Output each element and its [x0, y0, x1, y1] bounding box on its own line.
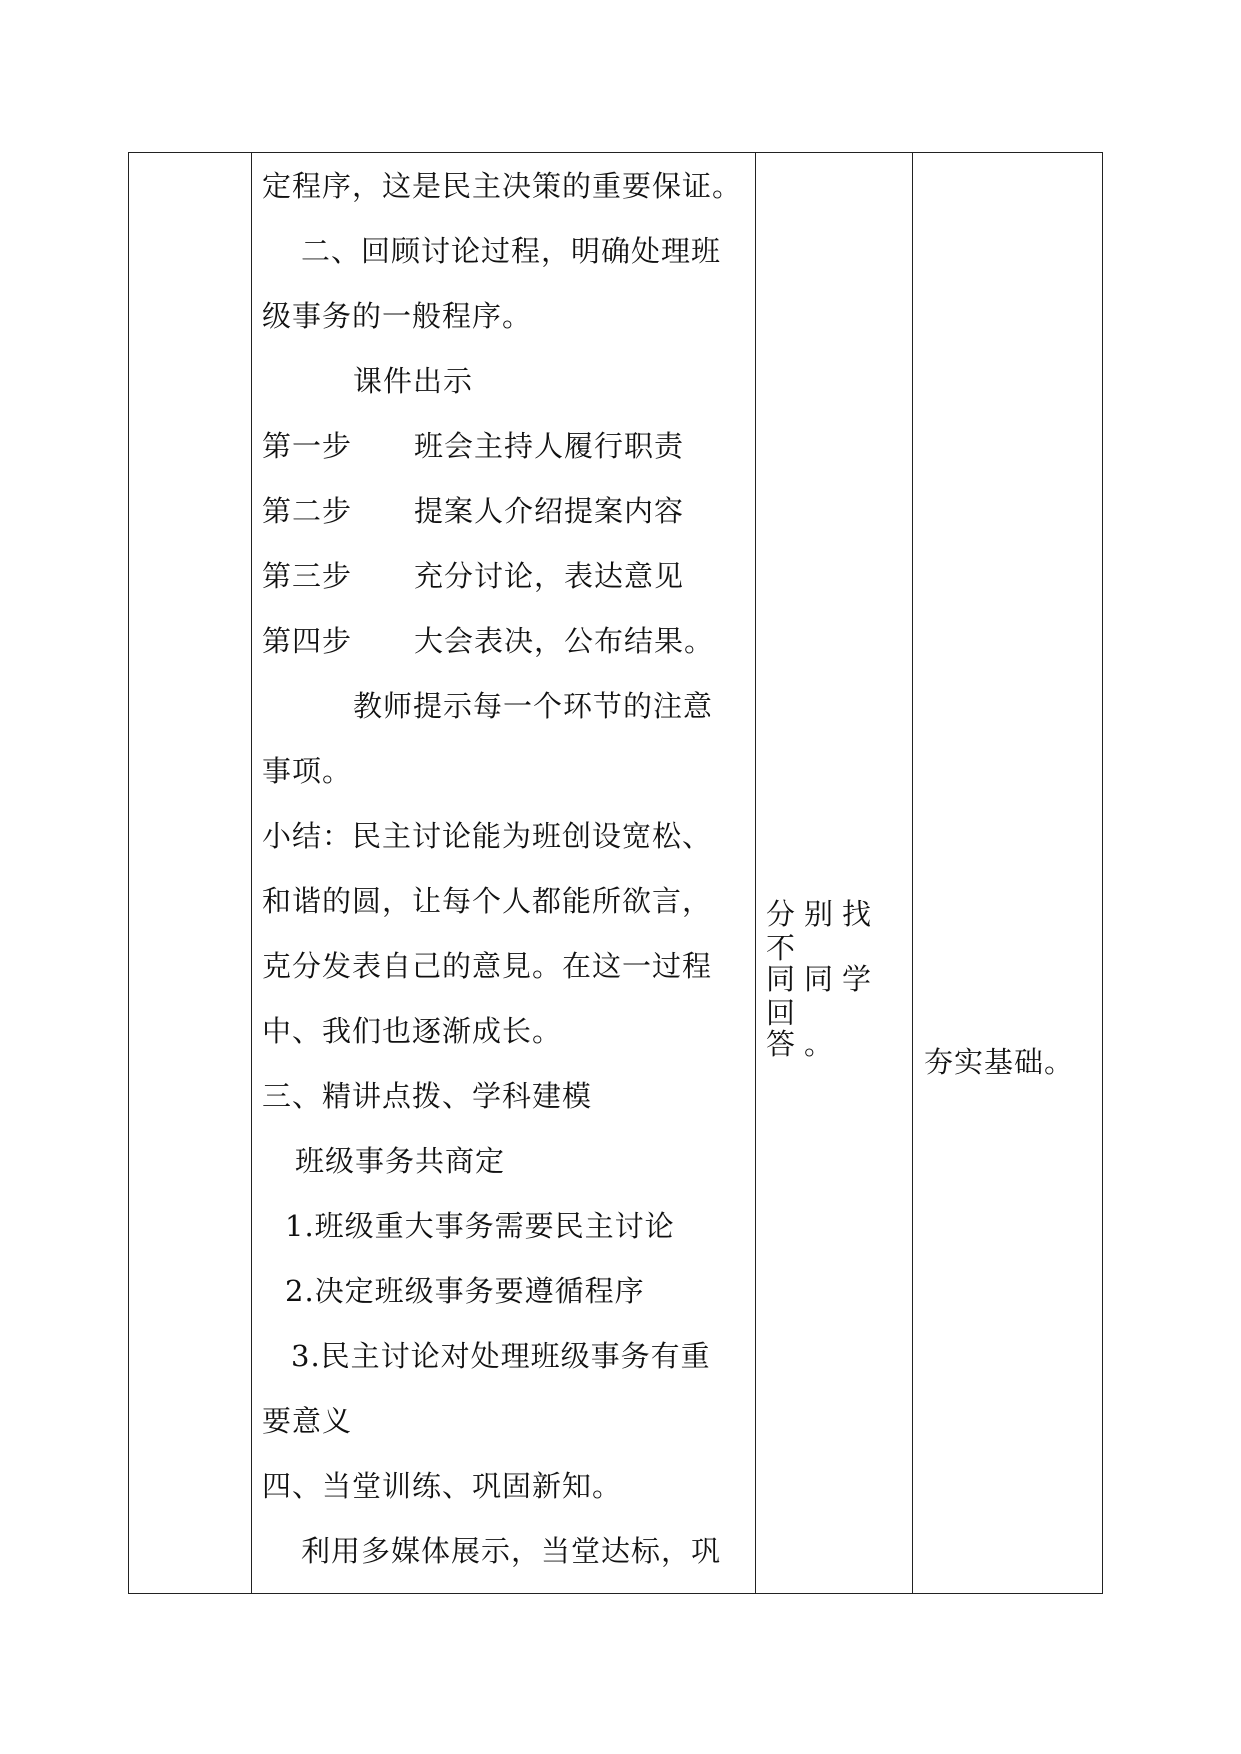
step-text: 班会主持人履行职责	[414, 429, 685, 463]
design-intent-cell	[914, 153, 1102, 1593]
step-label: 第一步	[262, 429, 353, 463]
column-divider	[912, 153, 913, 1593]
step-text: 大会表决，公布结果。	[414, 624, 715, 658]
summary-line: 小结：民主讨论能为班创设宽松、	[262, 819, 713, 853]
student-activity-line: 答。	[766, 1027, 843, 1061]
step-text: 充分讨论，表达意见	[414, 559, 685, 593]
step-label: 第四步	[262, 624, 353, 658]
design-intent-text: 夯实基础。	[924, 1045, 1075, 1079]
summary-line: 和谐的圆，让每个人都能所欲言，	[262, 884, 713, 918]
stage-cell	[129, 153, 251, 1593]
text-line: 教师提示每一个环节的注意	[353, 689, 714, 723]
teacher-activity-cell	[253, 153, 753, 1593]
student-activity-line: 分别找不	[766, 897, 881, 965]
student-activity-line: 同同学回	[766, 962, 881, 1030]
courseware-label: 课件出示	[353, 364, 474, 398]
text-line: 定程序，这是民主决策的重要保证。	[262, 169, 743, 203]
model-title: 班级事务共商定	[295, 1144, 506, 1178]
step-label: 第二步	[262, 494, 353, 528]
model-point-continued: 要意义	[262, 1404, 353, 1438]
column-divider	[251, 153, 252, 1593]
summary-line: 克分发表自己的意見。在这一过程	[262, 949, 713, 983]
section-heading: 二、回顾讨论过程，明确处理班	[301, 234, 722, 268]
text-line: 事项。	[262, 754, 353, 788]
column-divider	[755, 153, 756, 1593]
model-point: 2.决定班级事务要遵循程序	[285, 1274, 645, 1308]
step-label: 第三步	[262, 559, 353, 593]
model-point: 1.班级重大事务需要民主讨论	[285, 1209, 675, 1243]
section-heading: 三、精讲点拨、学科建模	[262, 1079, 593, 1113]
student-activity-cell	[757, 153, 911, 1593]
section-heading: 四、当堂训练、巩固新知。	[262, 1469, 623, 1503]
text-line: 级事务的一般程序。	[262, 299, 533, 333]
lesson-table	[128, 152, 1103, 1594]
model-point: 3.民主讨论对处理班级事务有重	[291, 1339, 711, 1373]
step-text: 提案人介绍提案内容	[414, 494, 685, 528]
summary-line: 中、我们也逐渐成长。	[262, 1014, 563, 1048]
text-line: 利用多媒体展示，当堂达标，巩	[301, 1534, 722, 1568]
